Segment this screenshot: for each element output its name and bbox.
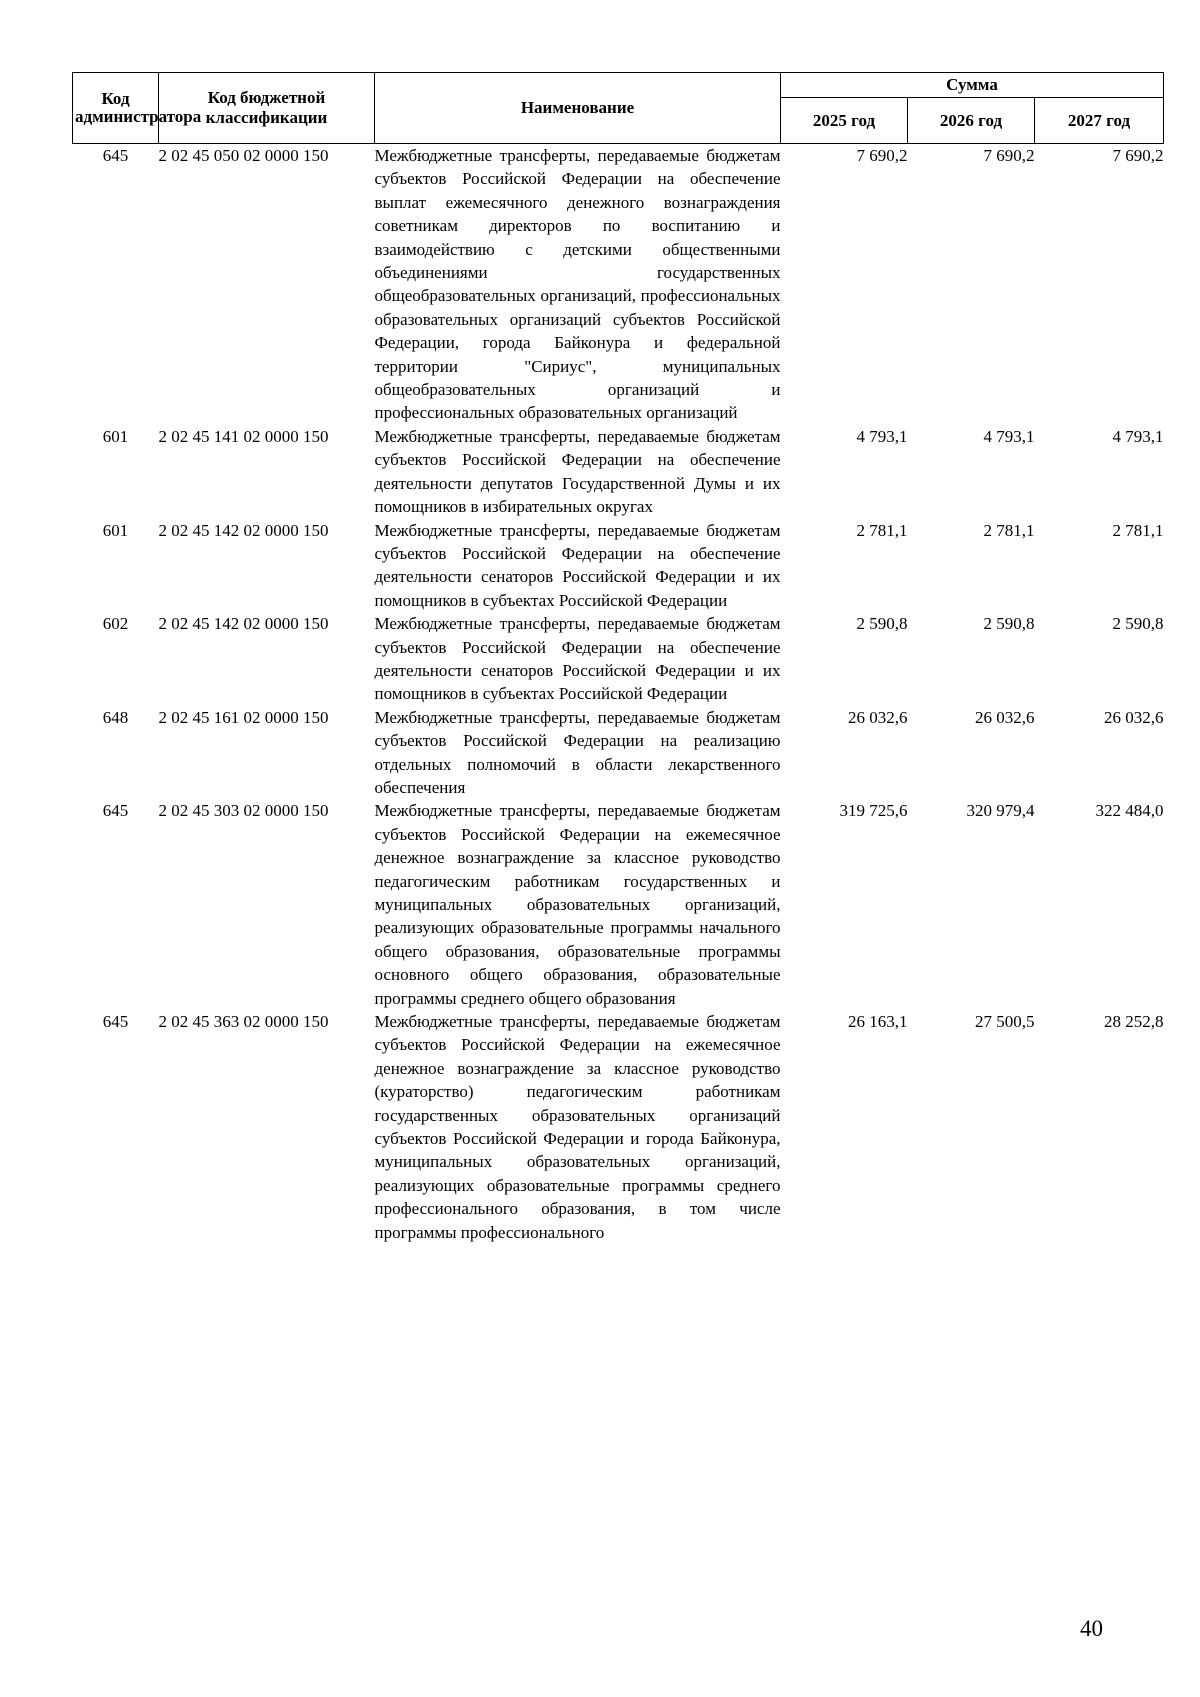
admin-code-cell: 601 xyxy=(102,520,129,540)
amount-2026-cell: 320 979,4 xyxy=(966,801,1035,821)
budget-code-cell: 2 02 45 141 02 0000 150 xyxy=(158,426,329,446)
amount-2025-cell: 2 590,8 xyxy=(856,614,908,634)
budget-code-cell: 2 02 45 050 02 0000 150 xyxy=(158,146,329,165)
amount-2026-cell: 27 500,5 xyxy=(975,1012,1035,1032)
amount-2026-cell: 26 032,6 xyxy=(975,707,1035,727)
header-admin-code: Код администратора xyxy=(73,73,159,144)
table-row xyxy=(73,425,1164,519)
table-body xyxy=(73,144,1164,1245)
admin-code-cell: 645 xyxy=(102,801,129,821)
budget-code-cell: 2 02 45 142 02 0000 150 xyxy=(158,614,329,634)
name-cell: Межбюджетные трансферты, передаваемые бюджетам субъектов Российской Федерации на реализацию отдельных полномочий в области лекарственного обеспечения xyxy=(374,707,781,797)
page-number: 40 xyxy=(1080,1616,1103,1641)
header-year-2027: 2027 год xyxy=(1035,98,1164,144)
amount-2025-cell: 4 793,1 xyxy=(856,426,908,446)
table-row xyxy=(73,1010,1164,1244)
amount-2027-cell: 28 252,8 xyxy=(1104,1012,1164,1032)
header-year-2025: 2025 год xyxy=(781,98,908,144)
name-cell: Межбюджетные трансферты, передаваемые бюджетам субъектов Российской Федерации на обеспечение деятельности сенаторов Российской Федерации и их помощников в субъектах Российской Федерации xyxy=(374,614,781,704)
name-cell: Межбюджетные трансферты, передаваемые бюджетам субъектов Российской Федерации на обеспечение деятельности депутатов Государственной Думы и их помощников в избирательных округах xyxy=(374,426,781,517)
amount-2025-cell: 319 725,6 xyxy=(839,801,908,821)
amount-2025-cell: 7 690,2 xyxy=(856,146,908,165)
amount-2026-cell: 2 590,8 xyxy=(983,614,1035,634)
table-row xyxy=(73,799,1164,1010)
budget-table xyxy=(72,72,1164,1244)
amount-2025-cell: 26 163,1 xyxy=(848,1012,908,1032)
budget-code-cell: 2 02 45 142 02 0000 150 xyxy=(158,520,329,540)
name-cell: Межбюджетные трансферты, передаваемые бюджетам субъектов Российской Федерации на обеспечение деятельности сенаторов Российской Федерации и их помощников в субъектах Российской Федерации xyxy=(374,520,781,610)
amount-2027-cell: 2 590,8 xyxy=(1112,614,1164,634)
name-cell: Межбюджетные трансферты, передаваемые бюджетам субъектов Российской Федерации на обеспечение выплат ежемесячного денежного вознаграждения советникам директоров по воспитанию и взаимодействию с детскими общественными объединениями государственных общеобразовательных организаций, профессиональных образовательных организаций субъектов Российской Федерации, города Байконура и федеральной территории "Сириус", муниципальных общеобразовательных организаций и профессиональных образовательных организаций xyxy=(374,146,781,423)
amount-2027-cell: 2 781,1 xyxy=(1112,520,1164,540)
name-cell: Межбюджетные трансферты, передаваемые бюджетам субъектов Российской Федерации на ежемесячное денежное вознаграждение за классное руководство педагогическим работникам государственных и муниципальных образовательных организаций, реализующих образовательные программы начального общего образования, образовательные программы основного общего образования, образовательные программы среднего общего образования xyxy=(374,801,781,1008)
table-row xyxy=(73,706,1164,800)
table-row xyxy=(73,519,1164,613)
amount-2025-cell: 26 032,6 xyxy=(848,707,908,727)
header-budget-code: Код бюджетной классификации xyxy=(159,73,375,144)
budget-code-cell: 2 02 45 303 02 0000 150 xyxy=(158,801,329,821)
amount-2026-cell: 4 793,1 xyxy=(983,426,1035,446)
amount-2026-cell: 7 690,2 xyxy=(983,146,1035,165)
table-row xyxy=(73,612,1164,706)
amount-2027-cell: 322 484,0 xyxy=(1095,801,1164,821)
amount-2027-cell: 26 032,6 xyxy=(1104,707,1164,727)
admin-code-cell: 601 xyxy=(102,426,129,446)
amount-2027-cell: 7 690,2 xyxy=(1112,146,1164,165)
amount-2026-cell: 2 781,1 xyxy=(983,520,1035,540)
admin-code-cell: 645 xyxy=(102,1012,129,1032)
amount-2025-cell: 2 781,1 xyxy=(856,520,908,540)
budget-code-cell: 2 02 45 161 02 0000 150 xyxy=(158,707,329,727)
amount-2027-cell: 4 793,1 xyxy=(1112,426,1164,446)
header-year-2026: 2026 год xyxy=(908,98,1035,144)
header-name: Наименование xyxy=(375,73,781,144)
table-row xyxy=(73,144,1164,425)
header-sum: Сумма xyxy=(781,73,1164,98)
admin-code-cell: 645 xyxy=(102,146,129,165)
name-cell: Межбюджетные трансферты, передаваемые бюджетам субъектов Российской Федерации на ежемесячное денежное вознаграждение за классное руководство (кураторство) педагогическим работникам государственных образовательных организаций субъектов Российской Федерации и города Байконура, муниципальных образовательных организаций, реализующих образовательные программы среднего профессионального образования, в том числе программы профессионального xyxy=(374,1012,781,1242)
admin-code-cell: 648 xyxy=(102,707,129,727)
admin-code-cell: 602 xyxy=(102,614,129,634)
budget-code-cell: 2 02 45 363 02 0000 150 xyxy=(158,1012,329,1032)
